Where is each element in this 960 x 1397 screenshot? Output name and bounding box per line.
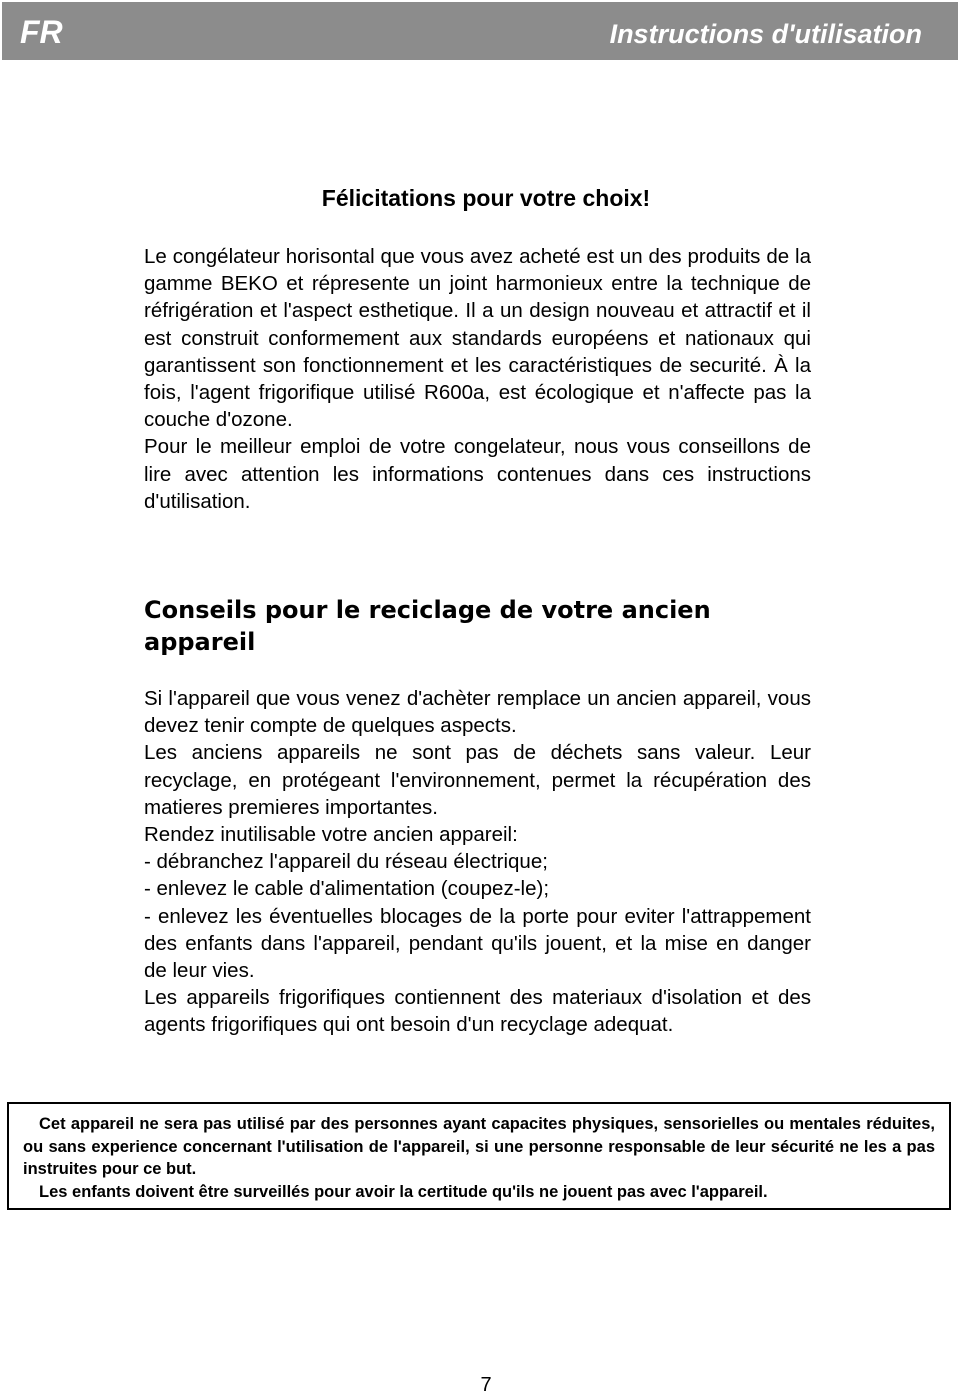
recycling-step: - débranchez l'appareil du réseau électrique; [144,850,548,874]
recycling-paragraph: Rendez inutilisable votre ancien appareil: [144,823,518,847]
intro-paragraph: Pour le meilleur emploi de votre congelateur, nous vous conseillons de lire avec attention les informations contenues dans ces instructions d'utilisation. [144,435,811,513]
header-bar [2,2,958,60]
recycling-step: - enlevez le cable d'alimentation (coupez-le); [144,877,550,901]
recycling-text [144,685,811,1039]
intro-text [144,243,811,515]
recycling-title: Conseils pour le reciclage de votre ancien appareil [144,596,711,656]
safety-notice-text: Cet appareil ne sera pas utilisé par des personnes ayant capacites physiques, sensorielles ou mentales réduites, ou sans experience concernant l'utilisation de l'appareil, si une personne responsable de leur sécurité ne les a pas instruites pour ce but. [23,1115,935,1179]
page-number: 7 [480,1374,492,1396]
safety-notice-box [7,1102,951,1210]
intro-paragraph: Le congélateur horisontal que vous avez acheté est un des produits de la gamme BEKO et répresente un joint harmonieux entre la technique de réfrigération et l'aspect esthetique. Il a un design nouveau et attractif et il est construit conformement aux standards européens et nationaux qui garantissent son fonctionnement et les caractéristiques de securité. À la fois, l'agent frigorifique utilisé R600a, est écologique et n'affecte pas la couche d'ozone. [144,245,811,432]
intro-title: Félicitations pour votre choix! [321,185,651,211]
recycling-step: - enlevez les éventuelles blocages de la porte pour eviter l'attrappement des enfants dans l'appareil, pendant qu'ils jouent, et la mise en danger de leur vies. [144,904,811,983]
document-title: Instructions d'utilisation [609,19,922,49]
safety-notice-children: Les enfants doivent être surveillés pour avoir la certitude qu'ils ne jouent pas avec l'appareil. [39,1182,768,1201]
recycling-paragraph: Les appareils frigorifiques contiennent des materiaux d'isolation et des agents frigorifiques qui ont besoin d'un recyclage adequat. [144,986,811,1037]
recycling-paragraph: Si l'appareil que vous venez d'achèter remplace un ancien appareil, vous devez tenir compte de quelques aspects. [144,687,811,738]
language-code: FR [20,14,63,50]
recycling-paragraph: Les anciens appareils ne sont pas de déchets sans valeur. Leur recyclage, en protégeant l'environnement, permet la récupération des matieres premieres importantes. [144,741,811,819]
